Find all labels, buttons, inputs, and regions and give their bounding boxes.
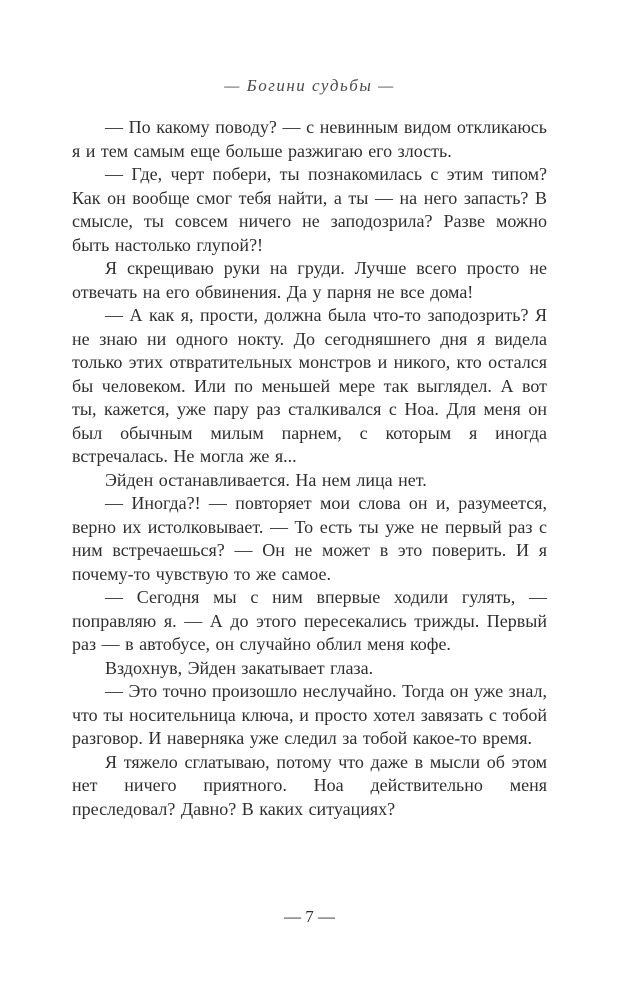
paragraph: — Это точно произошло неслучайно. Тогда он уже знал, что ты носительница ключа, и просто хотел завязать с тобой разговор. И наверняка уже следил за тобой какое-то время. <box>72 681 547 748</box>
paragraph: — По какому поводу? — с невинным видом откликаюсь я и тем самым еще больше разжигаю его злость. <box>72 117 547 161</box>
paragraph: Я скрещиваю руки на груди. Лучше всего просто не отвечать на его обвинения. Да у парня не все дома! <box>72 258 547 302</box>
paragraph: — Где, черт побери, ты познакомилась с этим типом? Как он вообще смог тебя найти, а ты — на него запасть? В смысле, ты совсем ничего не заподозрила? Разве можно быть настолько глупой?! <box>72 164 547 255</box>
paragraph: — Иногда?! — повторяет мои слова он и, разумеется, верно их истолковывает. — То есть ты уже не первый раз с ним встречаешься? — Он не может в это поверить. И я почему-то чувствую то же самое. <box>72 493 547 584</box>
page-body <box>72 116 547 821</box>
running-head: — Богини судьбы — <box>224 76 395 95</box>
paragraph: Я тяжело сглатываю, потому что даже в мысли об этом нет ничего приятного. Ноа действительно меня преследовал? Давно? В каких ситуациях? <box>72 751 547 819</box>
paragraph: — Сегодня мы с ним впервые ходили гулять, — поправляю я. — А до этого пересекались трижды. Первый раз — в автобусе, он случайно облил меня кофе. <box>72 587 547 654</box>
paragraph: Вздохнув, Эйден закатывает глаза. <box>105 657 374 678</box>
page-number: — 7 — <box>284 907 335 926</box>
paragraph: Эйден останавливается. На нем лица нет. <box>105 469 427 490</box>
paragraph: — А как я, прости, должна была что-то заподозрить? Я не знаю ни одного нокту. До сегодняшнего дня я видела только этих отвратительных монстров и никого, кто остался бы человеком. Или по меньшей мере так выглядел. А вот ты, кажется, уже пару раз сталкивался с Ноа. Для меня он был обычным милым парнем, с которым я иногда встречалась. Не могла же я... <box>72 305 547 466</box>
